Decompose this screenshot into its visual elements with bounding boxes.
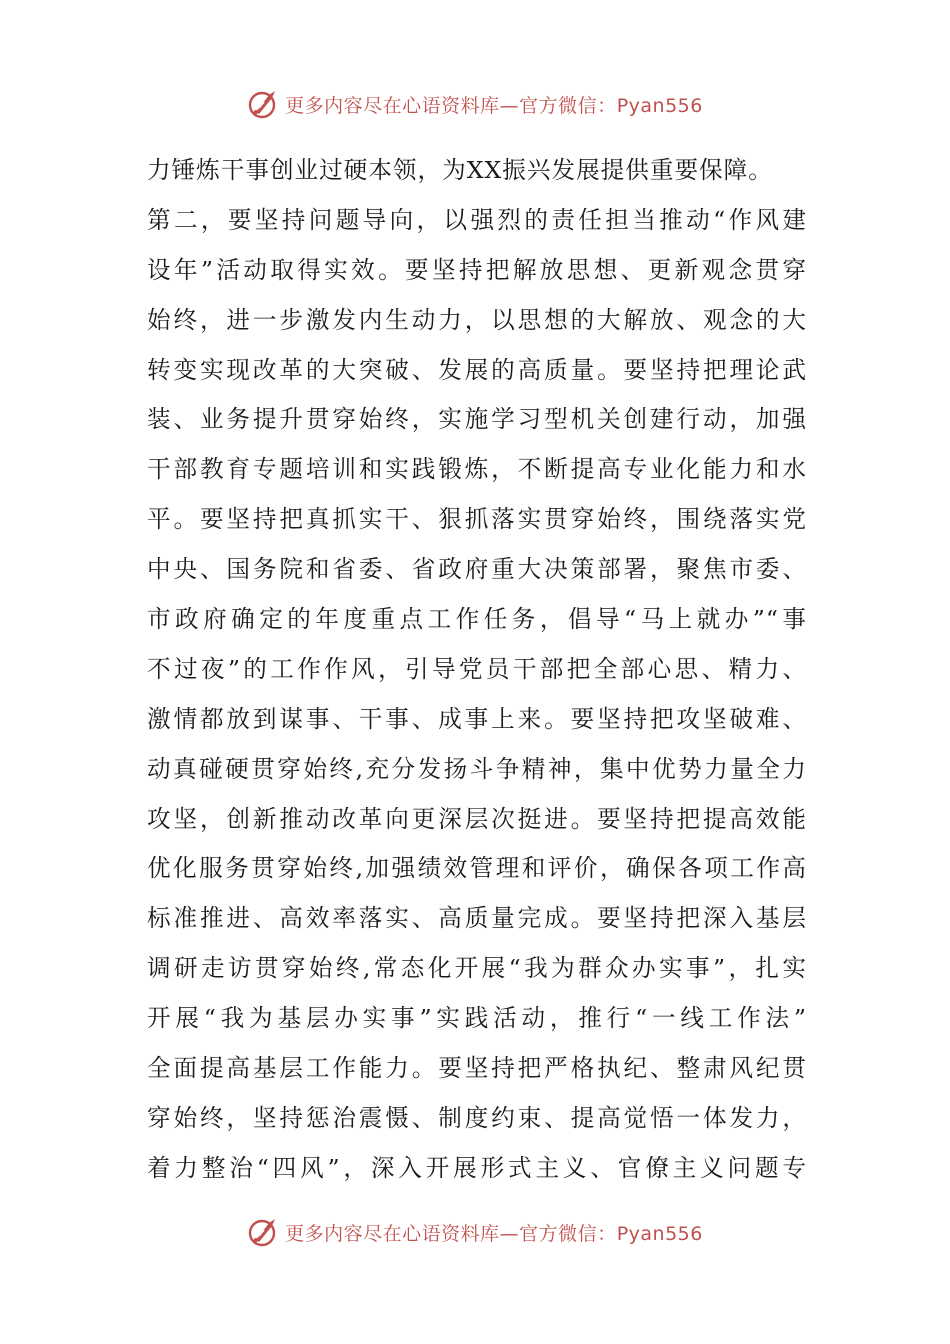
body-line: 优化服务贯穿始终,加强绩效管理和评价，确保各项工作高 xyxy=(147,854,807,883)
body-line: 攻坚，创新推动改革向更深层次挺进。要坚持把提高效能 xyxy=(147,804,807,833)
document-body xyxy=(147,146,807,1194)
body-line: 始终，进一步激发内生动力，以思想的大解放、观念的大 xyxy=(147,305,807,334)
body-line: 激情都放到谋事、干事、成事上来。要坚持把攻坚破难、 xyxy=(147,704,807,733)
body-line: 设年”活动取得实效。要坚持把解放思想、更新观念贯穿 xyxy=(147,255,807,284)
body-line: 平。要坚持把真抓实干、狠抓落实贯穿始终，围绕落实党 xyxy=(147,505,807,534)
body-line: 装、业务提升贯穿始终，实施学习型机关创建行动，加强 xyxy=(147,405,807,434)
footer-banner-text xyxy=(285,1219,703,1246)
body-line: 开展“我为基层办实事”实践活动，推行“一线工作法” xyxy=(147,1004,807,1033)
header-dash: — xyxy=(499,94,520,117)
body-line: 动真碰硬贯穿始终,充分发扬斗争精神，集中优势力量全力 xyxy=(147,754,807,783)
body-line: 力锤炼干事创业过硬本领，为XX振兴发展提供重要保障。 xyxy=(147,156,773,184)
header-brand: 更多内容尽在心语资料库 xyxy=(285,94,500,117)
header-wechat-id: Pyan556 xyxy=(616,94,703,117)
footer-dash: — xyxy=(499,1222,520,1245)
body-line: 着力整治“四风”，深入开展形式主义、官僚主义问题专 xyxy=(147,1153,807,1182)
pen-logo-icon xyxy=(247,87,281,121)
header-wechat-label: 官方微信： xyxy=(519,94,617,117)
header-banner xyxy=(0,84,950,124)
body-line: 不过夜”的工作作风，引导党员干部把全部心思、精力、 xyxy=(147,654,807,683)
body-line: 穿始终，坚持惩治震慑、制度约束、提高觉悟一体发力， xyxy=(147,1103,807,1132)
body-line: 干部教育专题培训和实践锻炼，不断提高专业化能力和水 xyxy=(147,455,807,484)
footer-banner xyxy=(0,1212,950,1252)
body-line: 标准推进、高效率落实、高质量完成。要坚持把深入基层 xyxy=(147,904,807,933)
pen-logo-icon xyxy=(247,1215,281,1249)
body-line: 中央、国务院和省委、省政府重大决策部署，聚焦市委、 xyxy=(147,555,807,584)
body-line: 全面提高基层工作能力。要坚持把严格执纪、整肃风纪贯 xyxy=(147,1054,807,1083)
footer-brand: 更多内容尽在心语资料库 xyxy=(285,1222,500,1245)
body-line: 市政府确定的年度重点工作任务，倡导“马上就办”“事 xyxy=(147,605,807,634)
body-line: 转变实现改革的大突破、发展的高质量。要坚持把理论武 xyxy=(147,355,807,384)
footer-wechat-label: 官方微信： xyxy=(519,1222,617,1245)
body-line: 第二，要坚持问题导向，以强烈的责任担当推动“作风建 xyxy=(147,205,807,234)
footer-wechat-id: Pyan556 xyxy=(616,1222,703,1245)
body-line: 调研走访贯穿始终,常态化开展“我为群众办实事”，扎实 xyxy=(147,954,807,983)
header-banner-text xyxy=(285,91,703,118)
